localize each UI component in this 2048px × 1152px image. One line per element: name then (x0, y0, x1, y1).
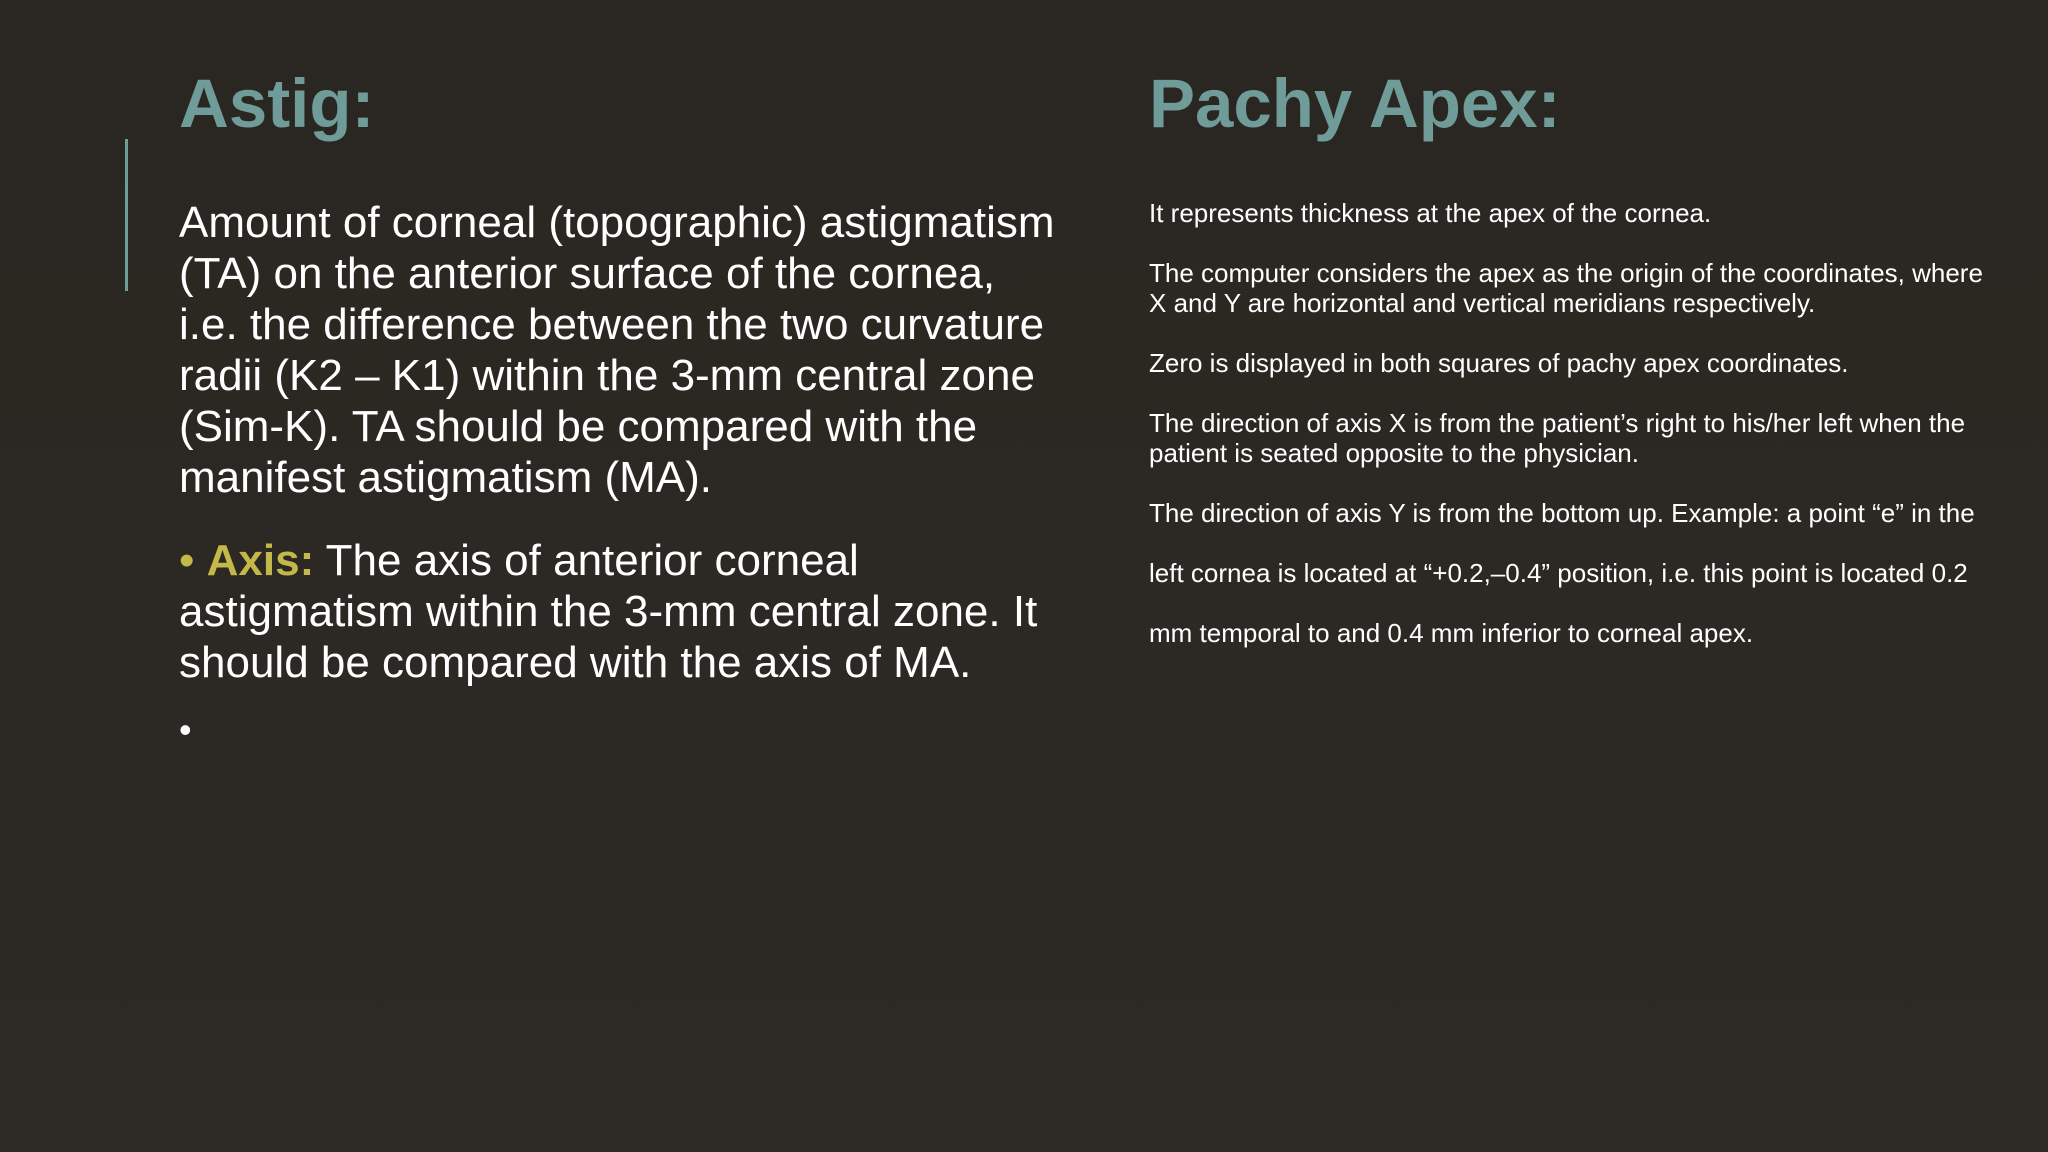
accent-bar (125, 139, 128, 291)
empty-bullet: • (179, 709, 192, 750)
pachy-paragraph-axis-x: The direction of axis X is from the patient’s right to his/her left when the patient is seated opposite to the physician. (1149, 408, 1966, 468)
pachy-apex-content (1149, 198, 1999, 663)
pachy-paragraph-axis-y: The direction of axis Y is from the bottom up. Example: a point “e” in the left cornea is located at “+0.2,–0.4” position, i.e. this point is located 0.2 mm temporal to and 0.4 mm inferior to corneal apex. (1149, 498, 1975, 648)
bullet-marker: • (179, 536, 195, 585)
axis-term: Axis: (206, 536, 315, 585)
astig-content (179, 197, 1059, 750)
axis-bullet (179, 535, 1059, 688)
axis-description: The axis of anterior corneal astigmatism within the 3-mm central zone. It should be compared with the axis of MA. (179, 536, 1038, 687)
pachy-apex-heading: Pachy Apex: (1149, 65, 1561, 142)
pachy-paragraph-zero: Zero is displayed in both squares of pachy apex coordinates. (1149, 348, 1849, 378)
pachy-paragraph-thickness: It represents thickness at the apex of the cornea. (1149, 198, 1712, 228)
astig-heading: Astig: (179, 65, 375, 142)
astig-description: Amount of corneal (topographic) astigmatism (TA) on the anterior surface of the cornea, i.e. the difference between the two curvature radii (K2 – K1) within the 3-mm central zone (Sim-K). TA should be compared with the manifest astigmatism (MA). (179, 198, 1055, 502)
pachy-paragraph-origin: The computer considers the apex as the origin of the coordinates, where X and Y are horizontal and vertical meridians respectively. (1149, 258, 1983, 318)
